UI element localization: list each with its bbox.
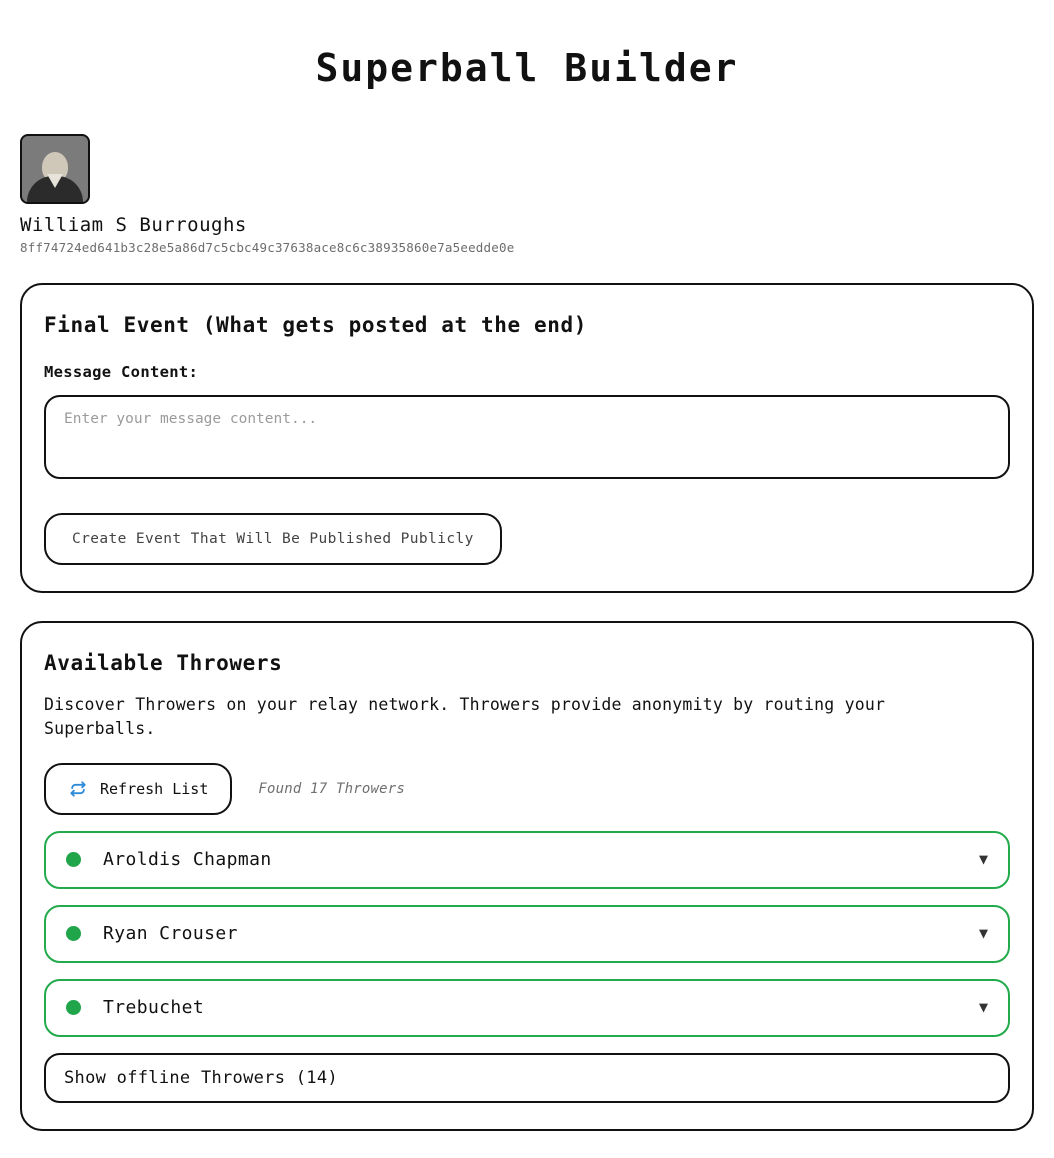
refresh-row [44,763,1010,815]
page-title: Superball Builder [315,46,739,90]
chevron-down-icon[interactable]: ▼ [978,998,988,1017]
final-event-title: Final Event (What gets posted at the end) [44,313,587,337]
avatar [20,134,90,204]
thrower-name: Ryan Crouser [103,923,238,945]
refresh-icon [68,779,88,799]
throwers-description: Discover Throwers on your relay network. Throwers provide anonymity by routing your Superballs. [44,695,886,738]
create-event-button[interactable]: Create Event That Will Be Published Publicly [44,513,502,565]
refresh-list-label: Refresh List [100,779,209,798]
thrower-name: Trebuchet [103,997,205,1019]
available-throwers-title: Available Throwers [44,651,283,675]
chevron-down-icon[interactable]: ▼ [978,850,988,869]
profile-name: William S Burroughs [20,214,247,236]
thrower-name: Aroldis Chapman [103,849,272,871]
status-online-icon [66,926,81,941]
thrower-row[interactable] [44,831,1010,889]
show-offline-throwers-button[interactable] [44,1053,1010,1103]
message-content-label: Message Content: [44,363,199,381]
refresh-list-button[interactable] [44,763,232,815]
found-throwers-count: Found 17 Throwers [258,780,406,797]
profile-block [20,134,1034,255]
status-online-icon [66,1000,81,1015]
page-root [0,46,1054,1158]
show-offline-throwers-label: Show offline Throwers (14) [64,1067,338,1088]
thrower-row[interactable] [44,905,1010,963]
final-event-card [20,283,1034,593]
message-content-input[interactable] [44,395,1010,479]
chevron-down-icon[interactable]: ▼ [978,924,988,943]
status-online-icon [66,852,81,867]
profile-pubkey: 8ff74724ed641b3c28e5a86d7c5cbc49c37638ace8c6c38935860e7a5eedde0e [20,240,515,255]
thrower-row[interactable] [44,979,1010,1037]
available-throwers-card [20,621,1034,1131]
